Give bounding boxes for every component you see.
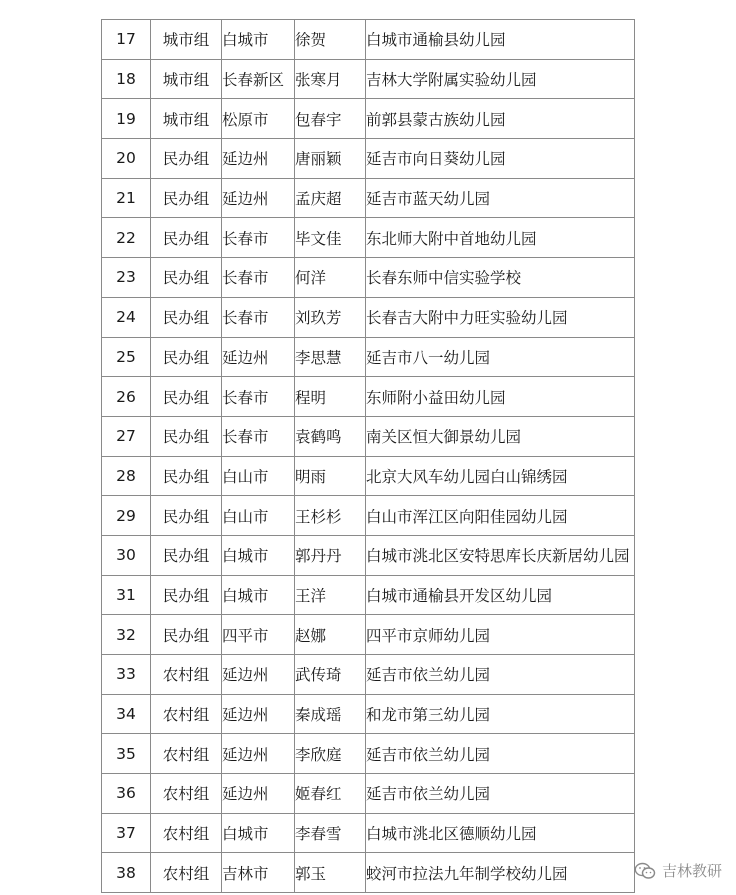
row-number-cell: 18: [102, 59, 151, 99]
teacher-name-cell: 王杉杉: [295, 496, 366, 536]
group-cell: 民办组: [151, 377, 222, 417]
participant-table: [101, 19, 635, 893]
region-cell: 长春市: [222, 377, 295, 417]
table-row: [102, 535, 635, 575]
row-number-cell: 20: [102, 139, 151, 179]
teacher-name-cell: 王洋: [295, 575, 366, 615]
region-cell: 延边州: [222, 655, 295, 695]
region-cell: 白城市: [222, 20, 295, 60]
teacher-name-cell: 张寒月: [295, 59, 366, 99]
group-cell: 民办组: [151, 535, 222, 575]
teacher-name-cell: 秦成瑶: [295, 694, 366, 734]
table-row: [102, 416, 635, 456]
row-number-cell: 35: [102, 734, 151, 774]
region-cell: 延边州: [222, 774, 295, 814]
table-row: [102, 297, 635, 337]
school-cell: 东师附小益田幼儿园: [366, 377, 635, 417]
region-cell: 延边州: [222, 178, 295, 218]
table-row: [102, 218, 635, 258]
school-cell: 白城市通榆县开发区幼儿园: [366, 575, 635, 615]
region-cell: 延边州: [222, 734, 295, 774]
row-number-cell: 33: [102, 655, 151, 695]
teacher-name-cell: 徐贺: [295, 20, 366, 60]
table-row: [102, 575, 635, 615]
group-cell: 民办组: [151, 258, 222, 298]
table-row: [102, 377, 635, 417]
teacher-name-cell: 郭丹丹: [295, 535, 366, 575]
row-number-cell: 21: [102, 178, 151, 218]
row-number-cell: 19: [102, 99, 151, 139]
group-cell: 民办组: [151, 218, 222, 258]
school-cell: 东北师大附中首地幼儿园: [366, 218, 635, 258]
school-cell: 延吉市向日葵幼儿园: [366, 139, 635, 179]
group-cell: 民办组: [151, 297, 222, 337]
school-cell: 延吉市八一幼儿园: [366, 337, 635, 377]
group-cell: 民办组: [151, 337, 222, 377]
teacher-name-cell: 毕文佳: [295, 218, 366, 258]
watermark: [634, 860, 722, 881]
row-number-cell: 30: [102, 535, 151, 575]
region-cell: 松原市: [222, 99, 295, 139]
row-number-cell: 24: [102, 297, 151, 337]
group-cell: 城市组: [151, 59, 222, 99]
table-row: [102, 456, 635, 496]
group-cell: 农村组: [151, 694, 222, 734]
teacher-name-cell: 唐丽颖: [295, 139, 366, 179]
table-body: [102, 20, 635, 893]
region-cell: 白山市: [222, 496, 295, 536]
row-number-cell: 25: [102, 337, 151, 377]
region-cell: 延边州: [222, 694, 295, 734]
region-cell: 白城市: [222, 575, 295, 615]
school-cell: 前郭县蒙古族幼儿园: [366, 99, 635, 139]
school-cell: 长春东师中信实验学校: [366, 258, 635, 298]
row-number-cell: 38: [102, 853, 151, 893]
group-cell: 农村组: [151, 813, 222, 853]
group-cell: 民办组: [151, 178, 222, 218]
group-cell: 民办组: [151, 139, 222, 179]
row-number-cell: 32: [102, 615, 151, 655]
table-row: [102, 99, 635, 139]
school-cell: 白城市洮北区安特思库长庆新居幼儿园: [366, 535, 635, 575]
table-row: [102, 139, 635, 179]
teacher-name-cell: 李春雪: [295, 813, 366, 853]
teacher-name-cell: 郭玉: [295, 853, 366, 893]
school-cell: 延吉市依兰幼儿园: [366, 734, 635, 774]
teacher-name-cell: 赵娜: [295, 615, 366, 655]
teacher-name-cell: 何洋: [295, 258, 366, 298]
table-row: [102, 655, 635, 695]
watermark-text: 吉林教研: [661, 862, 722, 880]
row-number-cell: 22: [102, 218, 151, 258]
region-cell: 白城市: [222, 535, 295, 575]
school-cell: 蛟河市拉法九年制学校幼儿园: [366, 853, 635, 893]
school-cell: 南关区恒大御景幼儿园: [366, 416, 635, 456]
table-row: [102, 178, 635, 218]
row-number-cell: 23: [102, 258, 151, 298]
teacher-name-cell: 袁鹤鸣: [295, 416, 366, 456]
group-cell: 城市组: [151, 20, 222, 60]
teacher-name-cell: 武传琦: [295, 655, 366, 695]
school-cell: 吉林大学附属实验幼儿园: [366, 59, 635, 99]
group-cell: 民办组: [151, 575, 222, 615]
region-cell: 长春新区: [222, 59, 295, 99]
table-row: [102, 496, 635, 536]
region-cell: 长春市: [222, 416, 295, 456]
school-cell: 延吉市依兰幼儿园: [366, 774, 635, 814]
teacher-name-cell: 姬春红: [295, 774, 366, 814]
table-row: [102, 337, 635, 377]
group-cell: 农村组: [151, 655, 222, 695]
row-number-cell: 26: [102, 377, 151, 417]
region-cell: 延边州: [222, 337, 295, 377]
table-row: [102, 734, 635, 774]
row-number-cell: 37: [102, 813, 151, 853]
group-cell: 农村组: [151, 774, 222, 814]
region-cell: 四平市: [222, 615, 295, 655]
row-number-cell: 28: [102, 456, 151, 496]
group-cell: 农村组: [151, 734, 222, 774]
teacher-name-cell: 刘玖芳: [295, 297, 366, 337]
school-cell: 白山市浑江区向阳佳园幼儿园: [366, 496, 635, 536]
group-cell: 民办组: [151, 416, 222, 456]
region-cell: 长春市: [222, 258, 295, 298]
table-row: [102, 615, 635, 655]
region-cell: 白山市: [222, 456, 295, 496]
row-number-cell: 36: [102, 774, 151, 814]
school-cell: 白城市通榆县幼儿园: [366, 20, 635, 60]
table-row: [102, 258, 635, 298]
region-cell: 延边州: [222, 139, 295, 179]
school-cell: 和龙市第三幼儿园: [366, 694, 635, 734]
wechat-icon: [634, 862, 656, 880]
region-cell: 长春市: [222, 218, 295, 258]
table-row: [102, 853, 635, 893]
school-cell: 长春吉大附中力旺实验幼儿园: [366, 297, 635, 337]
row-number-cell: 34: [102, 694, 151, 734]
row-number-cell: 17: [102, 20, 151, 60]
table-row: [102, 694, 635, 734]
region-cell: 吉林市: [222, 853, 295, 893]
group-cell: 民办组: [151, 496, 222, 536]
table-row: [102, 20, 635, 60]
school-cell: 北京大风车幼儿园白山锦绣园: [366, 456, 635, 496]
teacher-name-cell: 明雨: [295, 456, 366, 496]
teacher-name-cell: 李思慧: [295, 337, 366, 377]
row-number-cell: 31: [102, 575, 151, 615]
school-cell: 延吉市蓝天幼儿园: [366, 178, 635, 218]
teacher-name-cell: 包春宇: [295, 99, 366, 139]
school-cell: 白城市洮北区德顺幼儿园: [366, 813, 635, 853]
table-row: [102, 774, 635, 814]
region-cell: 白城市: [222, 813, 295, 853]
teacher-name-cell: 孟庆超: [295, 178, 366, 218]
school-cell: 延吉市依兰幼儿园: [366, 655, 635, 695]
group-cell: 农村组: [151, 853, 222, 893]
group-cell: 城市组: [151, 99, 222, 139]
table-row: [102, 813, 635, 853]
table-row: [102, 59, 635, 99]
row-number-cell: 29: [102, 496, 151, 536]
row-number-cell: 27: [102, 416, 151, 456]
teacher-name-cell: 程明: [295, 377, 366, 417]
school-cell: 四平市京师幼儿园: [366, 615, 635, 655]
group-cell: 民办组: [151, 456, 222, 496]
group-cell: 民办组: [151, 615, 222, 655]
region-cell: 长春市: [222, 297, 295, 337]
teacher-name-cell: 李欣庭: [295, 734, 366, 774]
